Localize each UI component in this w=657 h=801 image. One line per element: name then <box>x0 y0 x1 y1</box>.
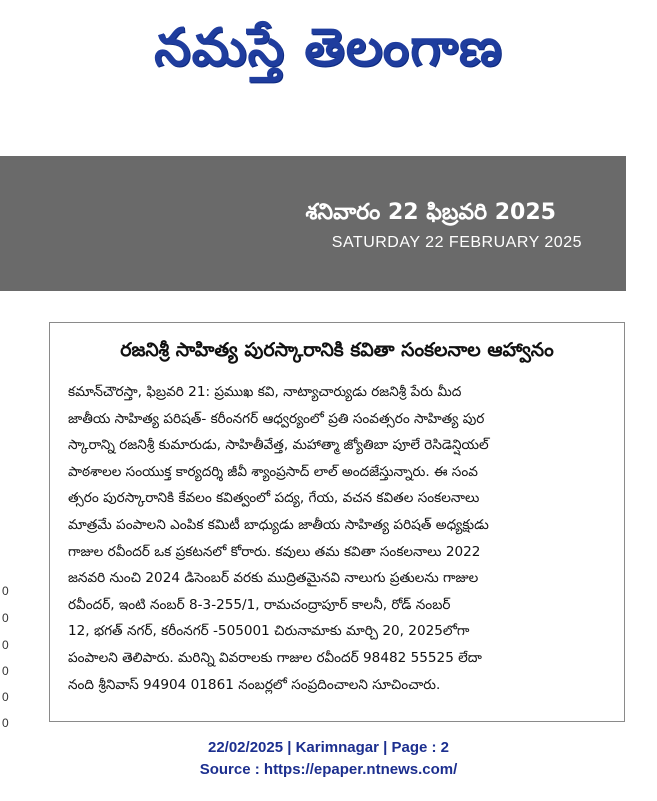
edge-char: 0 <box>2 584 9 598</box>
article-line: గాజుల రవీందర్ ఒక ప్రకటనలో కోరారు. కవులు తమ కవితా సంకలనాలు 2022 <box>68 543 481 560</box>
article-body <box>68 379 608 698</box>
article-line: నంది శ్రీనివాస్ 94904 01861 నంబర్లలో సంప్రదించాలని సూచించారు. <box>68 676 441 693</box>
article-line: స్కారాన్ని రజనిశ్రీ కుమారుడు, సాహితీవేత్త, మహాత్మా జ్యోతిబా పూలే రెసిడెన్షియల్ <box>68 437 489 454</box>
article-line: జాతీయ సాహిత్య పరిషత్‌- కరీంనగర్ ఆధ్వర్యంలో ప్రతి సంవత్సరం సాహిత్య పుర <box>68 410 485 427</box>
footer <box>0 737 657 781</box>
newspaper-logo: నమస్తే తెలంగాణ <box>154 18 503 78</box>
article-headline: రజనిశ్రీ సాహిత్య పురస్కారానికి కవితా సంకలనాల ఆహ్వానం <box>120 339 554 361</box>
article-line: పంపాలని తెలిపారు. మరిన్ని వివరాలకు గాజుల రవీందర్ 98482 55525 లేదా <box>68 649 482 666</box>
article-line: 12, భగత్ నగర్, కరీంనగర్ -505001 చిరునామాకు మార్చి 20, 2025లోగా <box>68 623 470 640</box>
edge-char: 0 <box>2 664 9 678</box>
footer-date-edition: 22/02/2025 | Karimnagar | Page : 2 <box>207 739 450 756</box>
date-telugu: శనివారం 22 ఫిబ్రవరి 2025 <box>305 200 556 225</box>
date-band <box>0 156 626 291</box>
edge-char: 0 <box>2 611 9 625</box>
article-line: మాత్రమే పంపాలని ఎంపిక కమిటీ బాధ్యుడు జాతీయ సాహిత్య పరిషత్ అధ్యక్షుడు <box>68 516 489 533</box>
masthead <box>0 0 657 120</box>
edge-char: 0 <box>2 638 9 652</box>
edge-char: 0 <box>2 716 9 730</box>
article-line: జనవరి నుంచి 2024 డిసెంబర్ వరకు ముద్రితమైనవి నాలుగు ప్రతులను గాజుల <box>68 570 479 587</box>
article-line: రవీందర్, ఇంటి నంబర్ 8-3-255/1, రామచంద్రాపూర్ కాలనీ, రోడ్ నంబర్ <box>68 596 451 613</box>
article-line: కమాన్‌చౌరస్తా, ఫిబ్రవరి 21: ప్రముఖ కవి, నాట్యాచార్యుడు రజనిశ్రీ పేరు మీద <box>68 384 462 400</box>
news-article <box>49 322 625 722</box>
article-line: త్సరం పురస్కారానికి కేవలం కవిత్వంలో పద్య, గేయ, వచన కవితల సంకలనాలు <box>68 490 480 507</box>
left-edge-fragment <box>0 584 10 734</box>
edge-char: 0 <box>2 690 9 704</box>
footer-source: Source : https://epaper.ntnews.com/ <box>199 761 458 778</box>
date-english: SATURDAY 22 FEBRUARY 2025 <box>331 234 582 251</box>
article-line: పాఠశాలల సంయుక్త కార్యదర్శి జీవీ శ్యాంప్రసాద్ లాల్ అందజేస్తున్నారు. ఈ సంవ <box>68 463 478 480</box>
